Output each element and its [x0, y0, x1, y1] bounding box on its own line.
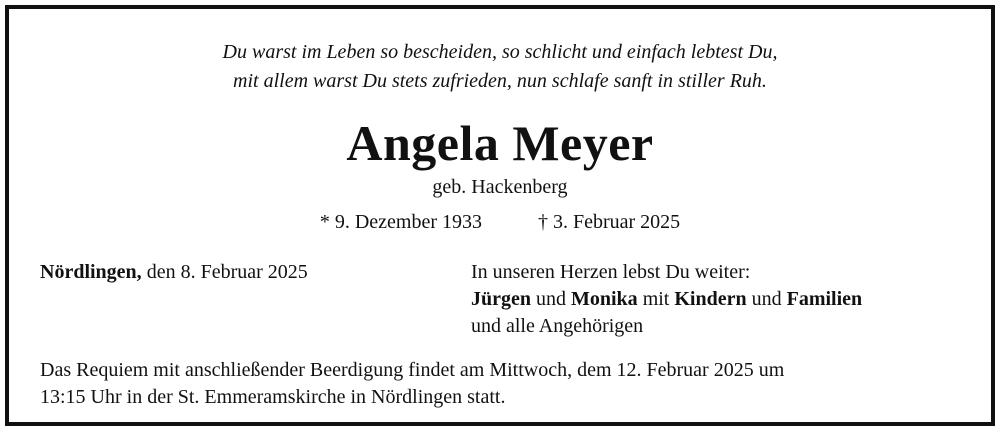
mourners-block: [471, 259, 862, 340]
place: Nördlingen,: [40, 261, 142, 283]
poem-line-1: Du warst im Leben so bescheiden, so schlicht und einfach lebtest Du,: [222, 41, 778, 63]
mourner-familien: Familien: [786, 288, 863, 310]
birth-date: * 9. Dezember 1933: [319, 211, 482, 233]
life-dates: [9, 209, 991, 235]
requiem-line-2: 13:15 Uhr in der St. Emmeramskirche in Nördlingen statt.: [40, 386, 506, 408]
mourner-juergen: Jürgen: [471, 288, 531, 310]
birth-name: geb. Hackenberg: [432, 176, 568, 198]
mourner-kindern: Kindern: [674, 288, 747, 310]
notice-date: den 8. Februar 2025: [141, 261, 308, 283]
connector: und: [531, 288, 571, 310]
requiem-line-1: Das Requiem mit anschließender Beerdigung findet am Mittwoch, dem 12. Februar 2025 um: [40, 359, 785, 381]
connector: mit: [637, 288, 675, 310]
place-and-date: [40, 259, 308, 285]
death-date: † 3. Februar 2025: [537, 211, 681, 233]
deceased-name: Angela Meyer: [346, 115, 654, 171]
mourners-family: [471, 286, 862, 313]
mourners-intro: In unseren Herzen lebst Du weiter:: [471, 261, 751, 283]
memorial-poem: [9, 38, 991, 96]
poem-line-2: mit allem warst Du stets zufrieden, nun schlafe sanft in stiller Ruh.: [233, 70, 767, 92]
requiem-notice: [40, 357, 940, 411]
obituary-frame: [5, 5, 995, 426]
mourner-monika: Monika: [571, 288, 638, 310]
mourners-relatives: und alle Angehörigen: [471, 315, 644, 337]
connector: und: [746, 288, 787, 310]
